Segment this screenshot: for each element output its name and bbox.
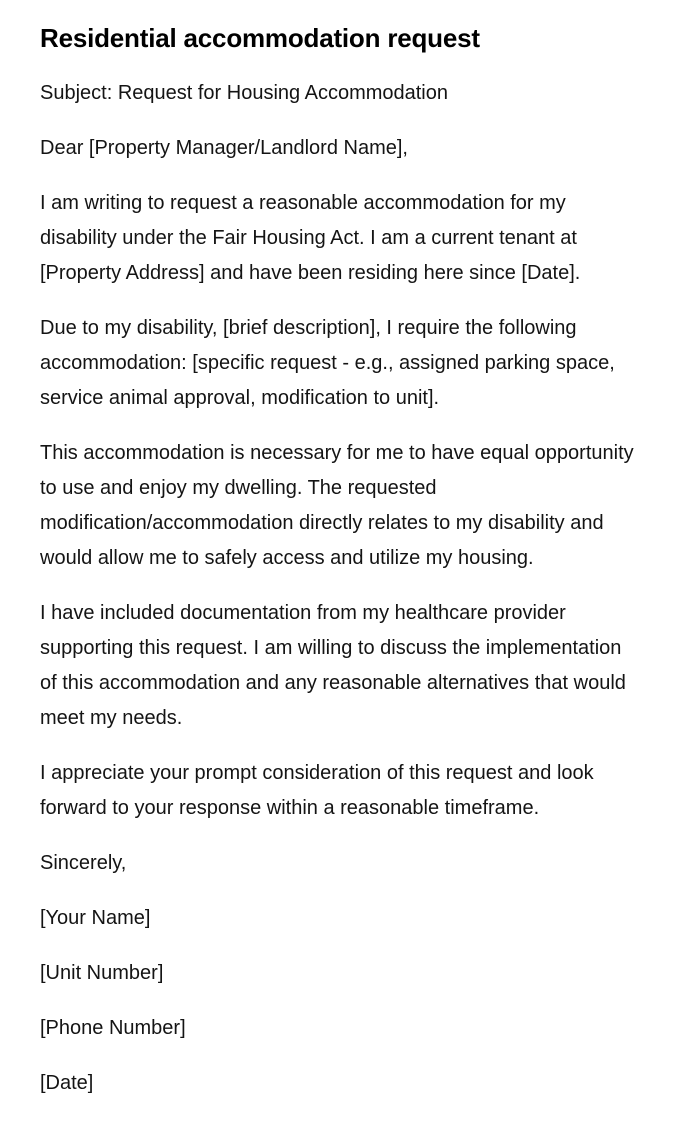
salutation: Dear [Property Manager/Landlord Name], [40,137,408,159]
justification-paragraph: This accommodation is necessary for me to have equal opportunity to use and enjoy my dwelling. The requested modification/accommodation directly relates to my disability and would allow me to safely access and utilize my housing. [40,442,634,569]
closing-paragraph: I appreciate your prompt consideration of this request and look forward to your response within a reasonable timeframe. [40,762,594,819]
signature-unit-number: [Unit Number] [40,962,164,984]
subject-line: Subject: Request for Housing Accommodation [40,82,448,104]
intro-paragraph: I am writing to request a reasonable accommodation for my disability under the Fair Housing Act. I am a current tenant at [Property Address] and have been residing here since [Date]. [40,192,581,284]
sign-off: Sincerely, [40,852,127,874]
page-title: Residential accommodation request [40,23,480,53]
documentation-paragraph: I have included documentation from my healthcare provider supporting this request. I am willing to discuss the implementation of this accommodation and any reasonable alternatives that would meet my needs. [40,602,626,729]
document-body [40,76,640,1101]
signature-date: [Date] [40,1072,94,1094]
request-details-paragraph: Due to my disability, [brief description], I require the following accommodation: [specific request - e.g., assigned parking space, service animal approval, modification to unit]. [40,317,615,409]
signature-name: [Your Name] [40,907,151,929]
signature-phone-number: [Phone Number] [40,1017,186,1039]
